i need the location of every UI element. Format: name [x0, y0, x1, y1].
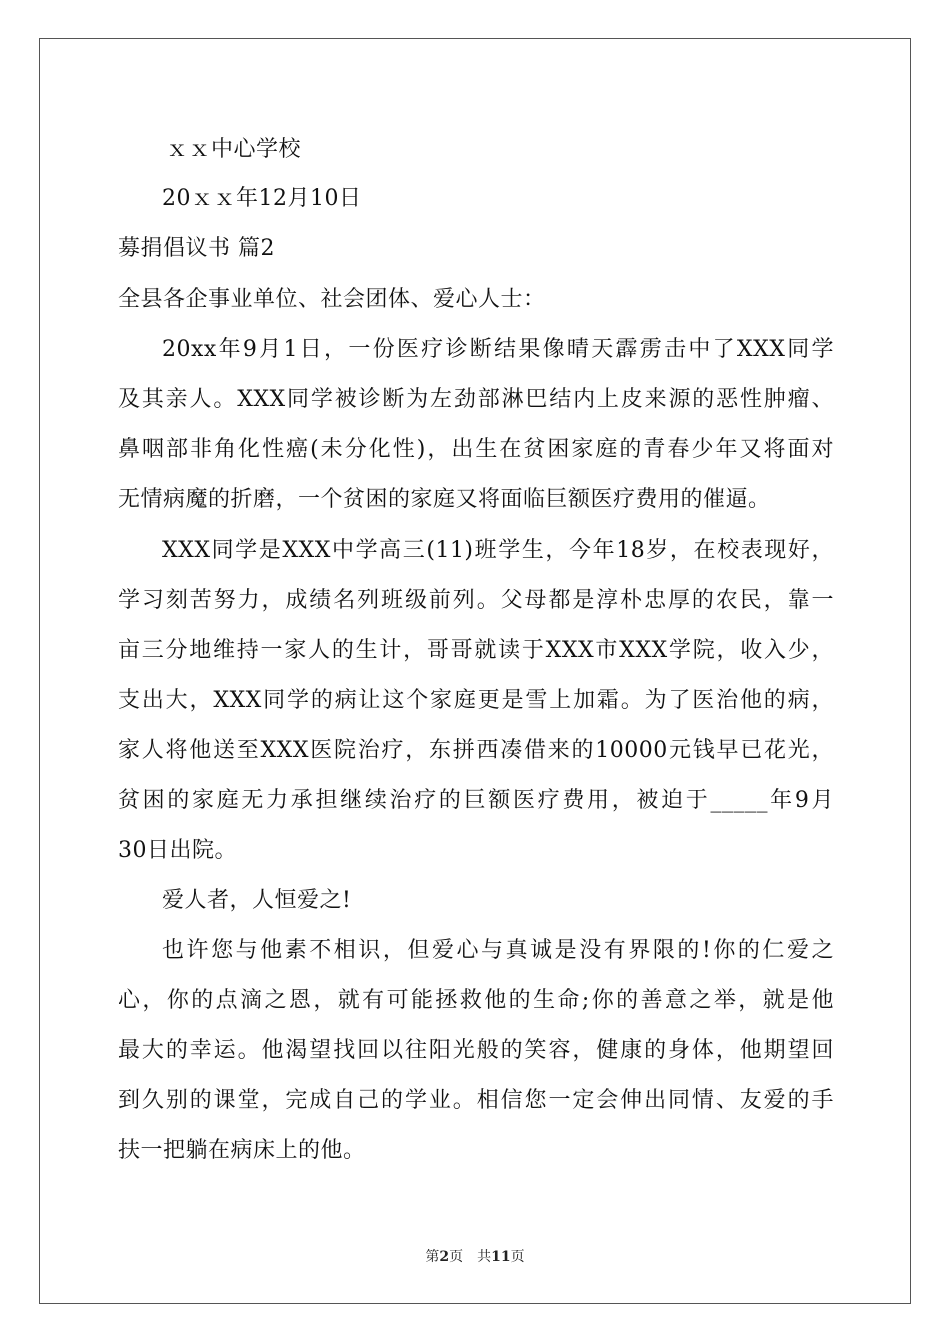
salutation: 全县各企事业单位、社会团体、爱心人士：	[118, 287, 546, 312]
paragraph-1-line-3: 鼻咽部非角化性癌(未分化性)，出生在贫困家庭的青春少年又将面对	[118, 437, 834, 462]
paragraph-4-line-5: 扶一把躺在病床上的他。	[118, 1138, 366, 1163]
paragraph-2-line-7: 30日出院。	[118, 838, 237, 863]
paragraph-4-line-1: 也许您与他素不相识，但爱心与真诚是没有界限的!你的仁爱之	[162, 938, 834, 963]
footer-page-number: 2	[439, 1249, 450, 1265]
paragraph-2-line-4: 支出大，XXX同学的病让这个家庭更是雪上加霜。为了医治他的病，	[118, 688, 834, 713]
footer-suffix: 页	[510, 1249, 525, 1265]
footer-prefix: 第	[425, 1249, 440, 1265]
signature-school: ｘｘ中心学校	[166, 137, 302, 162]
page-footer	[0, 1248, 950, 1266]
section-title: 募捐倡议书 篇2	[118, 236, 275, 261]
paragraph-2-line-6: 贫困的家庭无力承担继续治疗的巨额医疗费用，被迫于_____年9月	[118, 788, 834, 813]
signature-date: 20ｘｘ年12月10日	[162, 186, 362, 211]
paragraph-1-line-2: 及其亲人。XXX同学被诊断为左劲部淋巴结内上皮来源的恶性肿瘤、	[118, 387, 834, 412]
paragraph-4-line-2: 心，你的点滴之恩，就有可能拯救他的生命;你的善意之举，就是他	[118, 988, 834, 1013]
paragraph-4-line-4: 到久别的课堂，完成自己的学业。相信您一定会伸出同情、友爱的手	[118, 1088, 834, 1113]
paragraph-4-line-3: 最大的幸运。他渴望找回以往阳光般的笑容，健康的身体，他期望回	[118, 1038, 834, 1063]
paragraph-1-line-1: 20xx年9月1日，一份医疗诊断结果像晴天霹雳击中了XXX同学	[162, 337, 834, 362]
paragraph-3-line-1: 爱人者，人恒爱之!	[162, 888, 352, 913]
footer-mid: 页 共	[449, 1249, 492, 1265]
paragraph-2-line-2: 学习刻苦努力，成绩名列班级前列。父母都是淳朴忠厚的农民，靠一	[118, 588, 834, 613]
paragraph-2-line-5: 家人将他送至XXX医院治疗，东拼西凑借来的10000元钱早已花光，	[118, 738, 834, 763]
paragraph-2-line-3: 亩三分地维持一家人的生计，哥哥就读于XXX市XXX学院，收入少，	[118, 638, 834, 663]
paragraph-1-line-4: 无情病魔的折磨，一个贫困的家庭又将面临巨额医疗费用的催逼。	[118, 487, 771, 512]
footer-total-pages: 11	[491, 1249, 511, 1265]
paragraph-2-line-1: XXX同学是XXX中学高三(11)班学生，今年18岁，在校表现好，	[162, 538, 834, 563]
